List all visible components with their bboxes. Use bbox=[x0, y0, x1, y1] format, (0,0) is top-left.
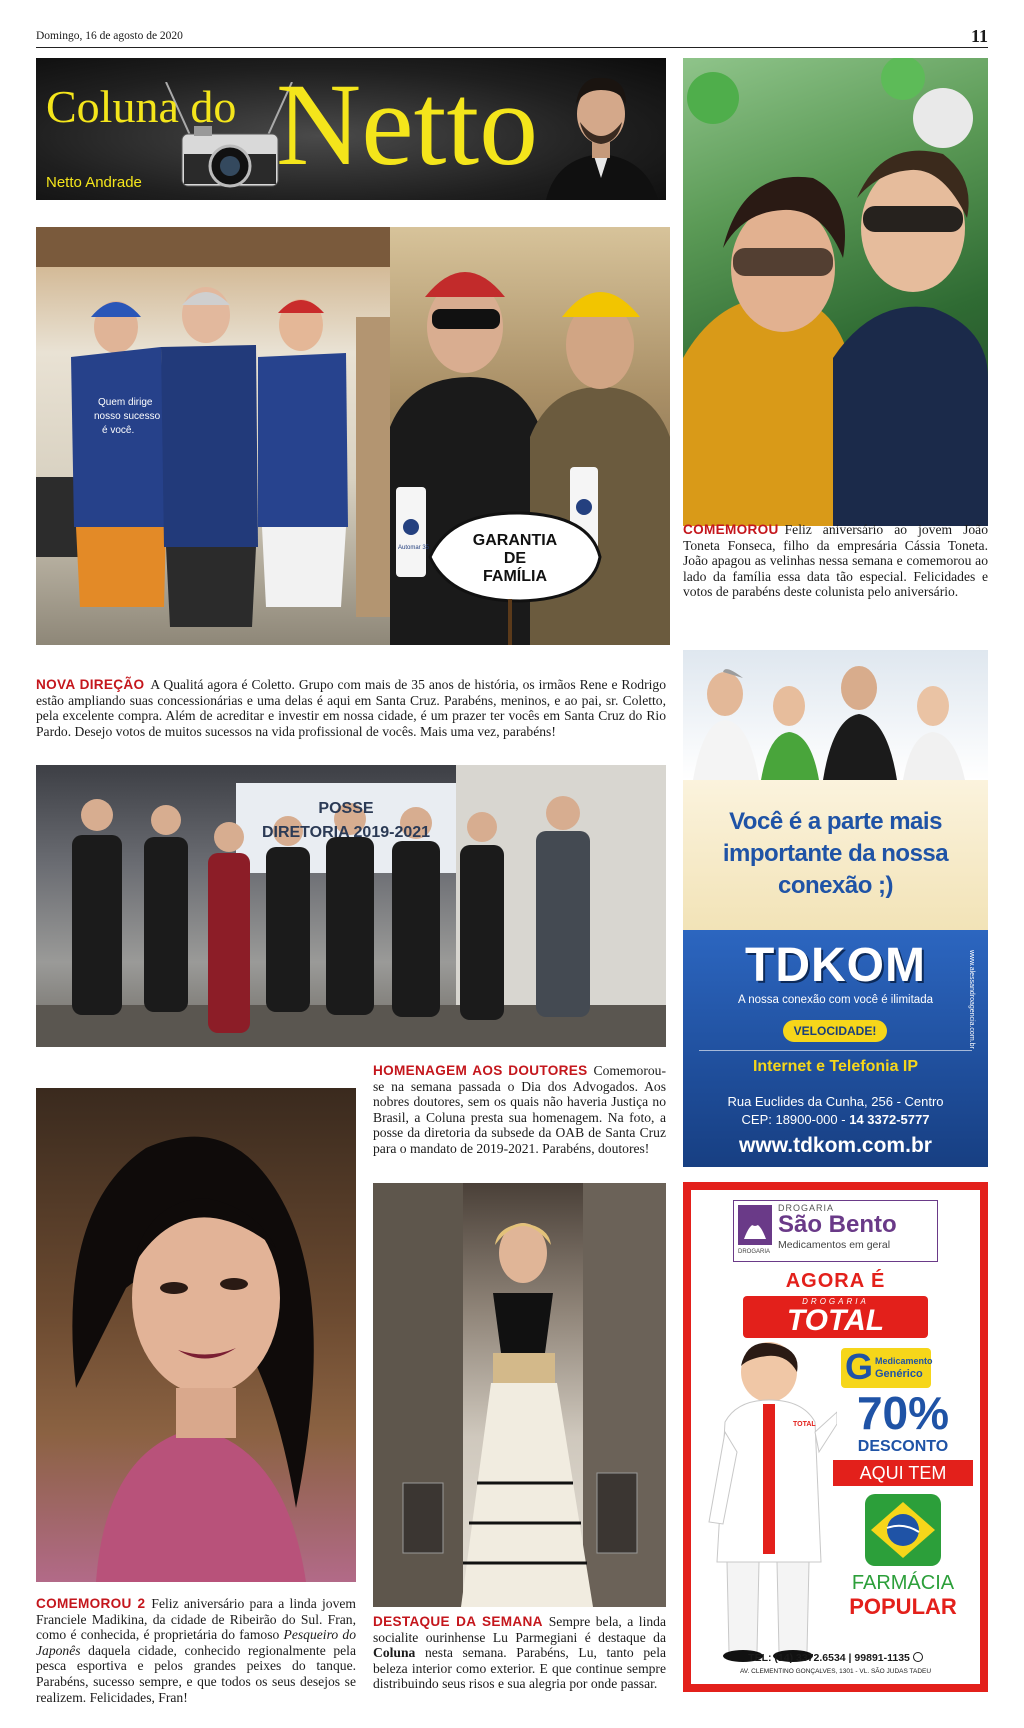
kicker-nova-direcao: NOVA DIREÇÃO bbox=[36, 677, 145, 692]
tdkom-vertical-credit: www.alessandroagencia.com.br bbox=[968, 950, 975, 1049]
sao-bento-drogaria-top: DROGARIA bbox=[778, 1203, 835, 1213]
tdkom-url[interactable]: www.tdkom.com.br bbox=[739, 1134, 932, 1157]
text-comemorou-2-italic: Pesqueiro do Japonês bbox=[36, 1627, 356, 1658]
columnist-portrait bbox=[536, 58, 666, 200]
sao-bento-name: São Bento bbox=[778, 1211, 897, 1238]
tdkom-divider bbox=[699, 1050, 972, 1051]
banner-diretoria: DIRETORIA 2019-2021 bbox=[261, 824, 431, 841]
text-destaque-bold: Coluna bbox=[373, 1645, 416, 1661]
tdkom-velocidade-badge: VELOCIDADE! bbox=[783, 1020, 887, 1042]
sao-bento-whats: 99891-1135 bbox=[854, 1652, 910, 1664]
tdkom-phone: 14 3372-5777 bbox=[849, 1112, 930, 1127]
text-comemorou-2b: daquela cidade, conhecido regionalmente pela pesca esportiva e pelos grandes peixes do tanque. Parabéns, sucesso sempre, e que todos os seus desejos se realizem. Felicidades, Fran! bbox=[36, 1642, 356, 1705]
farmacia-label: FARMÁCIA bbox=[851, 1572, 955, 1594]
masthead-title-part1: Coluna do bbox=[46, 81, 237, 132]
tdkom-tagline-1: Você é a parte mais bbox=[729, 808, 942, 835]
tdkom-service: Internet e Telefonia IP bbox=[752, 1058, 919, 1075]
photo-comemorou-2 bbox=[36, 1088, 356, 1582]
banner-posse: POSSE bbox=[318, 800, 374, 817]
page-header bbox=[36, 26, 988, 48]
caption-comemorou-2 bbox=[36, 1596, 356, 1705]
kicker-homenagem: HOMENAGEM AOS DOUTORES bbox=[373, 1063, 588, 1078]
total-logo bbox=[743, 1296, 928, 1338]
ad-tdkom bbox=[683, 650, 988, 1167]
sign-text-1: GARANTIA bbox=[472, 532, 558, 549]
tdkom-tagline-2: importante da nossa bbox=[722, 840, 949, 867]
tdkom-cep: CEP: 18900-000 - bbox=[741, 1112, 846, 1127]
tdkom-tagline-3: conexão ;) bbox=[777, 872, 894, 899]
caption-comemorou-1 bbox=[683, 522, 988, 600]
sao-bento-tel: TEL: (14) 3372.6534 bbox=[748, 1652, 846, 1664]
popular-label: POPULAR bbox=[849, 1594, 957, 1619]
sign-text-2: DE bbox=[503, 550, 527, 567]
cup-text: Automar 35 bbox=[398, 545, 430, 551]
tdkom-address: Rua Euclides da Cunha, 256 - Centro bbox=[727, 1094, 944, 1109]
discount-label: DESCONTO bbox=[857, 1438, 949, 1455]
sao-bento-subtitle: Medicamentos em geral bbox=[778, 1239, 891, 1251]
mascot-coat-logo: TOTAL bbox=[793, 1421, 816, 1428]
text-homenagem: Comemorou-se na semana passada o Dia dos Advogados. Aos nobres doutores, sem os quais não haveria Justiça no Brasil, a Coluna presta sua homenagem. Na foto, a posse da diretoria da subsede da OAB de Santa Cruz para o mandato de 2019-2021. Parabéns, doutores! bbox=[373, 1063, 666, 1156]
sao-bento-logo-icon bbox=[738, 1205, 772, 1245]
masthead-banner bbox=[36, 58, 666, 200]
total-drogaria-top: DROGARIA bbox=[802, 1297, 869, 1306]
text-destaque-b: nesta semana. Parabéns, Lu, tanto pela beleza interior como exterior. E que continue sempre distribuindo seus risos e sua alegria por onde passar. bbox=[373, 1645, 666, 1692]
sao-bento-drogaria-small: DROGARIA bbox=[738, 1249, 771, 1255]
generico-line1: Medicamento bbox=[875, 1356, 933, 1366]
photo-nova-direcao-1 bbox=[36, 227, 411, 645]
generico-line2: Genérico bbox=[875, 1368, 923, 1380]
shirt-text-1: Quem dirige bbox=[98, 397, 153, 408]
kicker-comemorou-2: COMEMOROU 2 bbox=[36, 1596, 146, 1611]
sao-bento-contact: TEL: (14) 3372.6534 | 99891-1135 bbox=[691, 1652, 980, 1664]
kicker-comemorou-1: COMEMOROU bbox=[683, 522, 779, 537]
text-nova-direcao: A Qualitá agora é Coletto. Grupo com mais de 35 anos de história, os irmãos Rene e Rodrigo estão ampliando suas concessionárias e uma delas é aqui em Santa Cruz. Parabéns, meninos, e ao pai, sr. Coletto, pela excelente compra. Além de acreditar e investir em nossa cidade, é um prazer ter vocês em Santa Cruz do Rio Pardo. Desejo votos de muitos sucessos na vida profissional de vocês. Mais uma vez, parabéns! bbox=[36, 677, 666, 739]
sao-bento-logo-box bbox=[733, 1200, 938, 1262]
text-comemorou-2a: Feliz aniversário para a linda jovem Franciele Madikina, da cidade de Ribeirão do Sul. Fran, como é conhecida, é proprietária do famoso bbox=[36, 1596, 356, 1643]
photo-comemorou-1 bbox=[683, 58, 988, 526]
photo-destaque bbox=[373, 1183, 666, 1607]
text-destaque-a: Sempre bela, a linda socialite ourinhense Lu Parmegiani é destaque da bbox=[373, 1614, 666, 1645]
caption-homenagem bbox=[373, 1063, 666, 1157]
shirt-text-3: é você. bbox=[102, 425, 135, 436]
sign-text-3: FAMÍLIA bbox=[483, 568, 547, 585]
page-number: 11 bbox=[970, 26, 988, 46]
generico-badge bbox=[841, 1348, 931, 1388]
tdkom-photo-area bbox=[683, 650, 988, 780]
agora-e: AGORA É bbox=[785, 1270, 886, 1292]
discount-percent: 70% bbox=[856, 1387, 950, 1439]
kicker-destaque: DESTAQUE DA SEMANA bbox=[373, 1614, 543, 1629]
total-word: TOTAL bbox=[786, 1304, 885, 1337]
whatsapp-icon bbox=[913, 1652, 923, 1662]
aqui-tem: AQUI TEM bbox=[833, 1460, 973, 1486]
text-comemorou-1: Feliz aniversário ao jovem João Toneta Fonseca, filho da empresária Cássia Toneta. João apagou as velinhas nessa semana e comemorou ao lado da família essa data tão especial. Felicidades e votos de parabéns deste colunista pelo aniversário. bbox=[683, 522, 988, 600]
tdkom-cep-line bbox=[683, 1112, 988, 1127]
sao-bento-address: AV. CLEMENTINO GONÇALVES, 1301 - VL. SÃO JUDAS TADEU bbox=[739, 1668, 932, 1675]
generico-g: G bbox=[845, 1346, 874, 1387]
photo-nova-direcao-2 bbox=[390, 227, 670, 645]
pharmacist-mascot bbox=[697, 1342, 837, 1662]
masthead-title-part2: Netto bbox=[276, 59, 539, 190]
caption-destaque bbox=[373, 1614, 666, 1692]
tdkom-brand: TDKOM bbox=[745, 939, 926, 992]
shirt-text-2: nosso sucesso bbox=[94, 411, 161, 422]
caption-nova-direcao bbox=[36, 677, 666, 739]
ad-sao-bento bbox=[683, 1182, 988, 1692]
tdkom-slogan: A nossa conexão com você é ilimitada bbox=[738, 994, 933, 1006]
photo-homenagem bbox=[36, 765, 666, 1047]
header-date: Domingo, 16 de agosto de 2020 bbox=[36, 30, 183, 42]
masthead-author: Netto Andrade bbox=[46, 174, 142, 191]
brazil-flag-icon bbox=[865, 1494, 941, 1566]
